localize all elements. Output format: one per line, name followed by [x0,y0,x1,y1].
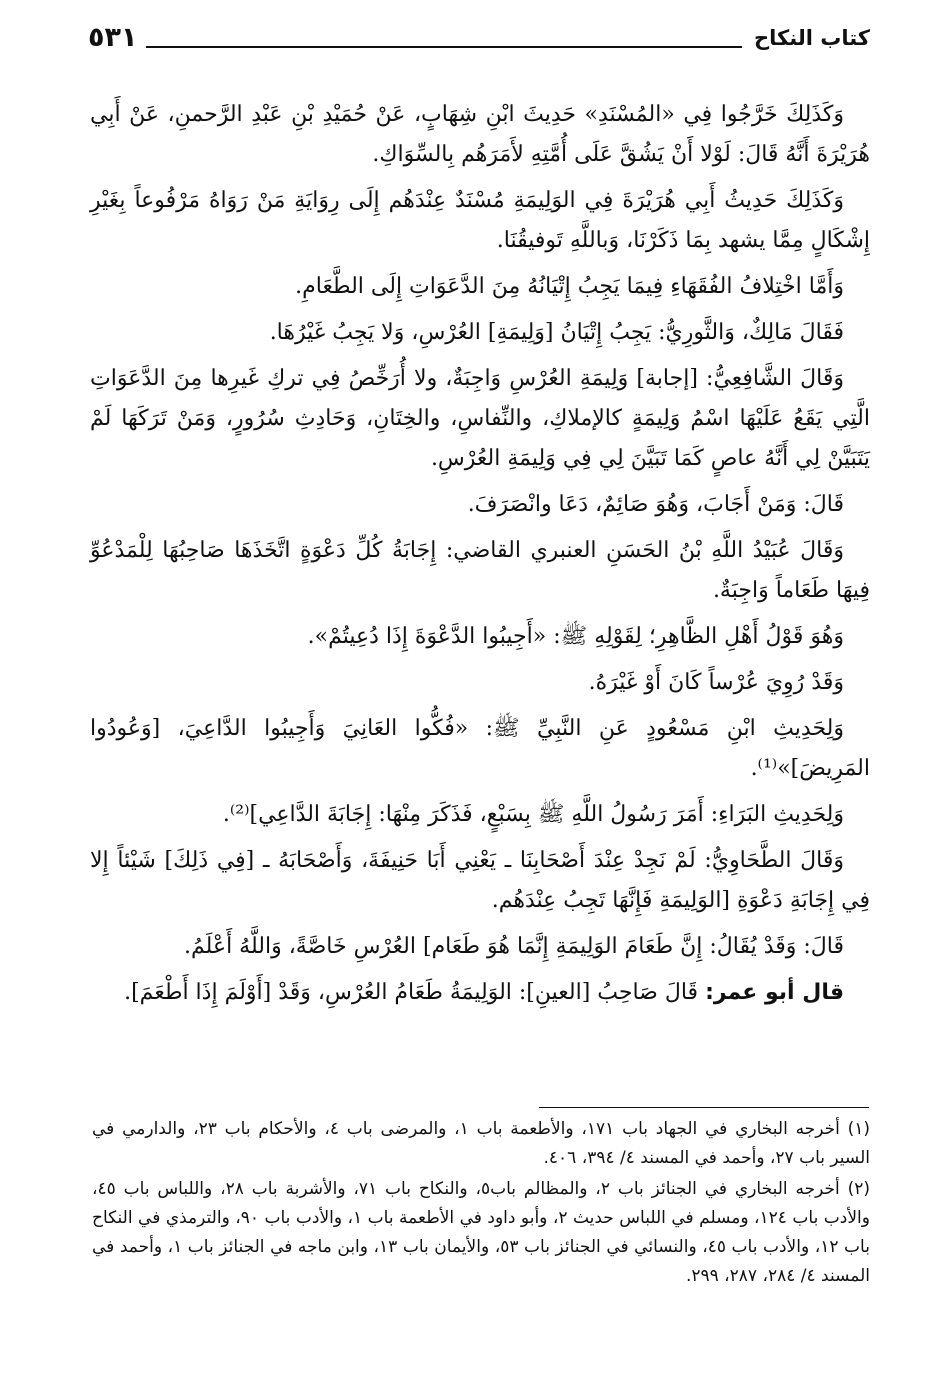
paragraph: وَقَدْ رُوِيَ عُرْساً كَانَ أَوْ غَيْرَهُ. [588,670,844,695]
paragraph: قَالَ: وَمَنْ أَجَابَ، وَهُوَ صَائِمٌ، دَعَا وانْصَرَفَ. [467,492,844,517]
paragraph: فَقَالَ مَالِكٌ، وَالثَّورِيُّ: يَجِبُ إِتْيَانُ [وَلِيمَةِ] العُرْسِ، وَلا يَجِبُ غَيْرُهَا. [269,320,844,345]
page-header [88,12,870,62]
footnote: (٢) أخرجه البخاري في الجنائز باب ٢، والمظالم باب٥، والنكاح باب ٧١، والأشربة باب ٢٨، واللباس باب ٤٥، والأدب باب ١٢٤، ومسلم في اللباس حديث ٢، وأبو داود في الأطعمة باب ١، والأدب باب ٩٠، والترمذي في النكاح باب ١٢، والأدب باب ٤٥، والنسائي في الجنائز باب ٥٣، والأيمان باب ١٣، وابن ماجه في الجنائز باب ١، وأحمد في المسند ٤/ ٢٨٤، ٢٨٧، ٢٩٩. [92,1179,870,1286]
footnote: (١) أخرجه البخاري في الجهاد باب ١٧١، والأطعمة باب ١، والمرضى باب ٤، والأحكام باب ٢٣، والدارمي في السير باب ٢٧، وأحمد في المسند ٤/ ٣٩٤، ٤٠٦. [92,1119,870,1168]
paragraph-abu-umar [90,973,870,1013]
header-rule [146,46,742,48]
paragraph: وَأَمَّا اخْتِلافُ الفُقَهَاءِ فِيمَا يَجِبُ إِتْيَانُهُ مِنَ الدَّعَوَاتِ إِلَى الطَّعَامِ. [295,274,844,299]
main-text [90,95,870,1019]
speaker-label: قال أبو عمر: [705,980,844,1005]
paragraph: قَالَ: وَقَدْ يُقَالُ: إِنَّ طَعَامَ الوَلِيمَةِ إِنَّمَا هُوَ طَعَام] العُرْسِ خَاصَّةً، وَاللَّهُ أَعْلَمُ. [184,934,844,959]
paragraph: وَقَالَ الطَّحَاوِيُّ: لَمْ نَجِدْ عِنْدَ أَصْحَابِنَا ـ يَعْنِي أَبَا حَنِيفَةَ، وَأَصْحَابَهُ ـ [فِي ذَلِكَ] شَيْئاً إِلا فِي إِجَابَةِ دَعْوَةِ [الوَلِيمَةِ فَإِنَّهَا تَجِبُ عِنْدَهُم. [90,848,870,913]
paragraph: وَكَذَلِكَ حَدِيثُ أَبِي هُرَيْرَةَ فِي الوَلِيمَةِ مُسْنَدٌ عِنْدَهُم إِلَى رِوَايَةِ مَنْ رَوَاهُ مَرْفُوعاً بِغَيْرِ إِشْكَالٍ مِمَّا يشهد بِمَا ذَكَرْنَا، وَباللَّهِ تَوفيقُنَا. [90,188,870,253]
footnotes [92,1115,870,1293]
paragraph: وَلِحَدِيثِ ابْنِ مَسْعُودٍ عَنِ النَّبِيِّ ﷺ: «فُكُّوا العَانِيَ وَأَجِيبُوا الدَّاعِيَ، [وَعُودُوا المَرِيضَ]»⁽¹⁾. [90,716,870,781]
paragraph: وَلِحَدِيثِ البَرَاءِ: أَمَرَ رَسُولُ اللَّهِ ﷺ بِسَبْعٍ، فَذَكَرَ مِنْهَا: إِجَابَةَ الدَّاعِي]⁽²⁾. [222,802,844,827]
page-number: ٥٣١ [88,22,138,53]
paragraph: وَقَالَ الشَّافِعِيُّ: [إجابة] وَلِيمَةِ العُرْسِ وَاجِبَةٌ، ولا أُرَخِّصُ فِي تركِ غَيرِها مِنَ الدَّعَوَاتِ الَّتِي يَقَعُ عَلَيْهَا اسْمُ وَلِيمَةٍ كالإملاكِ، والنِّفاسِ، والخِتَانِ، وَحَادِثِ سُرُورٍ، وَمَنْ تَرَكَهَا لَمْ يَتَبَيَّنْ لِي أَنَّهُ عاصٍ كَمَا تَبَيَّنَ لِي فِي وَلِيمَةِ العُرْسِ. [90,366,870,471]
paragraph: وَهُوَ قَوْلُ أَهْلِ الظَّاهِرِ؛ لِقَوْلِهِ ﷺ: «أَجِيبُوا الدَّعْوَةَ إِذَا دُعِيتُمْ». [307,624,844,649]
paragraph-text: قَالَ صَاحِبُ [العينِ]: الوَلِيمَةُ طَعَامُ العُرْسِ، وَقَدْ [أَوْلَمَ إِذَا أَطْعَمَ]. [124,980,706,1005]
paragraph: وَقَالَ عُبَيْدُ اللَّهِ بْنُ الحَسَنِ العنبري القاضي: إِجَابَةُ كُلِّ دَعْوَةٍ اتَّخَذَهَا صَاحِبُهَا لِلْمَدْعُوِّ فِيهَا طَعَاماً وَاجِبَةٌ. [90,538,870,603]
footnote-divider [539,1107,869,1108]
paragraph: وَكَذَلِكَ خَرَّجُوا فِي «المُسْنَدِ» حَدِيثَ ابْنِ شِهَابٍ، عَنْ حُمَيْدِ بْنِ عَبْدِ الرَّحمنِ، عَنْ أَبِي هُرَيْرَةَ أَنَّهُ قَالَ: لَوْلا أَنْ يَشُقَّ عَلَى أُمَّتِهِ لأَمَرَهُم بِالسِّوَاكِ. [90,102,870,167]
book-title: كتاب النكاح [754,26,870,50]
